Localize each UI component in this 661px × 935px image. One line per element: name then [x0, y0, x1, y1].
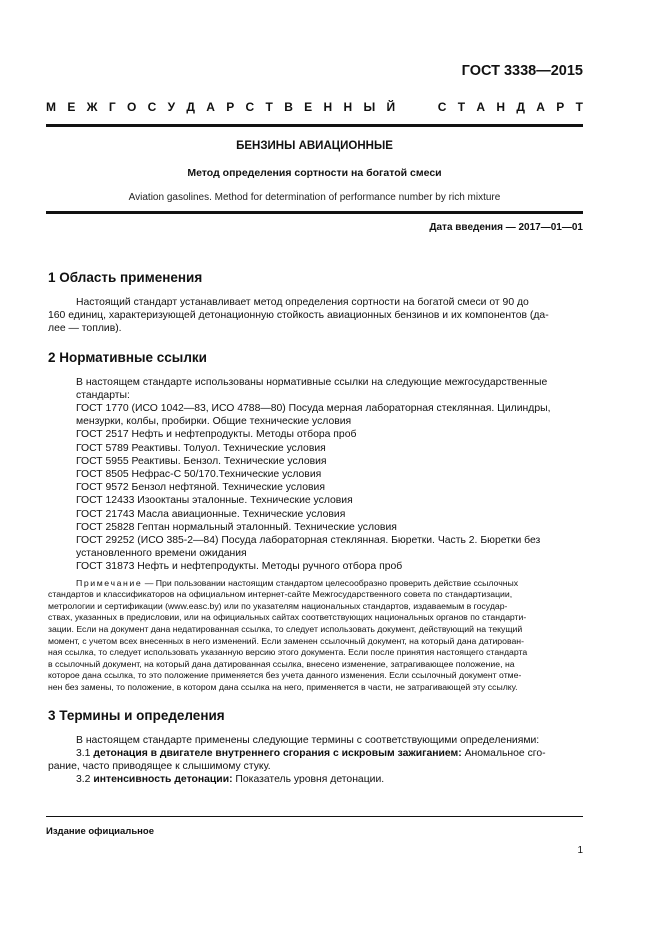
note-line: которое дана ссылка, то это положение применяется без учета данного изменения. Если ссылочный документ отме- [48, 670, 522, 681]
page-number: 1 [577, 845, 583, 856]
note-line: стандартов и классификаторов на официальном интернет-сайте Межгосударственного совета по стандартизации, [48, 589, 513, 600]
note-line: зации. Если на документ дана недатированная ссылка, то следует использовать документ, действующий на текущий [48, 624, 523, 635]
section-heading: 1 Область применения [48, 270, 203, 285]
section-normative-refs [48, 349, 583, 694]
english-title: Aviation gasolines. Method for determination of performance number by rich mixture [128, 192, 501, 203]
note-label: Примечание [76, 577, 143, 588]
term-name: детонация в двигателе внутреннего сгорания с искровым зажиганием: [93, 747, 462, 759]
section-heading: 3 Термины и определения [48, 707, 225, 723]
term-line: 3.2 интенсивность детонации: Показатель уровня детонации. [76, 774, 385, 786]
reference-item: ГОСТ 29252 (ИСО 385-2—84) Посуда лабораторная стеклянная. Бюретки. Часть 2. Бюретки без [76, 535, 541, 547]
interstate-standard-banner: М Е Ж Г О С У Д А Р С Т В Е Н Н Ы Й С Т А Н Д А Р Т [46, 100, 583, 114]
standard-code: ГОСТ 3338—2015 [461, 63, 583, 79]
intro-date: Дата введения — 2017—01—01 [429, 222, 583, 233]
note-line: ствах, указанных в предисловии, или на официальных сайтах соответствующих национальных органов по стандарти- [48, 612, 527, 623]
reference-item: ГОСТ 25828 Гептан нормальный эталонный. Технические условия [76, 521, 397, 533]
official-edition-label: Издание официальное [46, 826, 154, 837]
section-heading: 2 Нормативные ссылки [48, 349, 207, 365]
footer-rule [46, 816, 583, 817]
reference-item-cont: установленного времени ожидания [76, 548, 247, 560]
reference-item-cont: мензурки, колбы, пробирки. Общие технические условия [76, 416, 352, 428]
paragraph-line: стандарты: [76, 389, 130, 401]
section-terms [48, 707, 583, 787]
note-line: нен без замены, то положение, в котором дана ссылка на него, применяется в части, не затрагивающей эту ссылку. [48, 682, 518, 692]
note-line: в ссылочный документ, на который дана датированная ссылка, внесено изменение, затрагивающее положение, на [48, 658, 515, 669]
paragraph-line: 160 единиц, характеризующей детонационную стойкость авиационных бензинов и их компонентов (да- [48, 310, 549, 322]
paragraph-line: В настоящем стандарте использованы нормативные ссылки на следующие межгосударственные [76, 376, 548, 388]
title-rule [46, 211, 583, 214]
reference-item: ГОСТ 9572 Бензол нефтяной. Технические условия [76, 482, 325, 494]
reference-item: ГОСТ 12433 Изооктаны эталонные. Технические условия [76, 495, 353, 507]
document-subtitle: Метод определения сортности на богатой смеси [187, 167, 442, 179]
paragraph-line: В настоящем стандарте применены следующие термины с соответствующими определениями: [76, 734, 540, 746]
paragraph-line: лее — топлив). [48, 323, 122, 335]
note-block [48, 577, 583, 694]
term-line: 3.1 детонация в двигателе внутреннего сгорания с искровым зажиганием: Аномальное сго- [76, 747, 546, 759]
document-body [48, 270, 583, 800]
note-line: метрологии и сертификации (www.easc.by) или по указателям национальных стандартов, издаваемым в государ- [48, 600, 508, 611]
note-line: ная ссылка, то следует использовать указанную версию этого документа. Если после принятия настоящего стандарта [48, 647, 528, 658]
reference-item: ГОСТ 5955 Реактивы. Бензол. Технические условия [76, 455, 327, 467]
note-line: Примечание — При пользовании настоящим стандартом целесообразно проверить действие ссылочных [76, 577, 519, 588]
document-title: БЕНЗИНЫ АВИАЦИОННЫЕ [236, 140, 393, 152]
reference-item: ГОСТ 8505 Нефрас-С 50/170.Технические условия [76, 469, 322, 481]
section-scope [48, 270, 583, 336]
term-name: интенсивность детонации: [93, 774, 233, 786]
paragraph-line: Настоящий стандарт устанавливает метод определения сортности на богатой смеси от 90 до [76, 297, 529, 308]
reference-item: ГОСТ 31873 Нефть и нефтепродукты. Методы ручного отбора проб [76, 561, 403, 573]
reference-item: ГОСТ 21743 Масла авиационные. Технические условия [76, 508, 346, 520]
term-line-cont: рание, часто приводящее к слышимому стуку. [48, 761, 271, 772]
reference-item: ГОСТ 5789 Реактивы. Толуол. Технические условия [76, 442, 326, 454]
reference-item: ГОСТ 1770 (ИСО 1042—83, ИСО 4788—80) Посуда мерная лабораторная стеклянная. Цилиндры, [76, 403, 551, 415]
note-line: момент, с учетом всех внесенных в него изменений. Если заменен ссылочный документ, на который дана датирован- [48, 635, 524, 646]
reference-item: ГОСТ 2517 Нефть и нефтепродукты. Методы отбора проб [76, 429, 357, 441]
header-rule [46, 124, 583, 127]
